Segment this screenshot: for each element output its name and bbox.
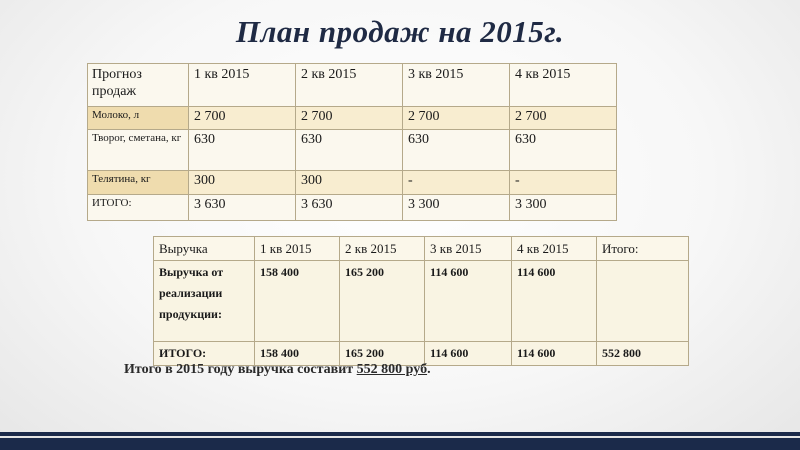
header-cell: 4 кв 2015 <box>512 237 597 261</box>
row-label: ИТОГО: <box>88 195 189 221</box>
table-cell: 3 300 <box>403 195 510 221</box>
header-cell: 4 кв 2015 <box>510 64 617 107</box>
table-row <box>88 171 617 195</box>
page-title: План продаж на 2015г. <box>235 14 565 49</box>
table-cell: 630 <box>296 130 403 171</box>
table-cell: 114 600 <box>512 261 597 342</box>
table-cell: - <box>403 171 510 195</box>
table-cell: 3 630 <box>189 195 296 221</box>
footer-divider <box>0 436 800 438</box>
footer-bar <box>0 432 800 450</box>
row-label: ИТОГО: <box>154 342 255 366</box>
row-label: Творог, сметана, кг <box>88 130 189 171</box>
table-cell: 300 <box>189 171 296 195</box>
table-cell: 2 700 <box>403 107 510 130</box>
table-cell: 3 630 <box>296 195 403 221</box>
table-header-row <box>154 237 689 261</box>
header-cell: 1 кв 2015 <box>189 64 296 107</box>
header-cell: 3 кв 2015 <box>403 64 510 107</box>
header-cell: 2 кв 2015 <box>340 237 425 261</box>
table-cell: 165 200 <box>340 261 425 342</box>
revenue-table <box>153 236 689 366</box>
header-cell: Прогноз продаж <box>88 64 189 107</box>
summary-text: Итого в 2015 году выручка составит <box>124 362 357 377</box>
header-cell: Итого: <box>597 237 689 261</box>
table-cell: 2 700 <box>510 107 617 130</box>
table-cell: 158 400 <box>255 342 340 366</box>
table-row <box>88 107 617 130</box>
table-cell: 114 600 <box>425 342 512 366</box>
table-cell: 2 700 <box>189 107 296 130</box>
header-cell: 3 кв 2015 <box>425 237 512 261</box>
table-cell: - <box>510 171 617 195</box>
header-cell: Выручка <box>154 237 255 261</box>
revenue-summary <box>124 362 431 378</box>
table-cell: 630 <box>189 130 296 171</box>
table-cell <box>597 261 689 342</box>
summary-amount: 552 800 руб <box>356 362 428 377</box>
row-label: Молоко, л <box>88 107 189 130</box>
table-header-row <box>88 64 617 107</box>
table-row <box>154 261 689 342</box>
header-cell: 2 кв 2015 <box>296 64 403 107</box>
table-cell: 114 600 <box>512 342 597 366</box>
header-cell: 1 кв 2015 <box>255 237 340 261</box>
table-cell: 630 <box>403 130 510 171</box>
sales-forecast-table <box>87 63 617 221</box>
table-row <box>88 195 617 221</box>
table-cell: 114 600 <box>425 261 512 342</box>
table-cell: 300 <box>296 171 403 195</box>
table-cell: 2 700 <box>296 107 403 130</box>
row-label: Выручка от реализации продукции: <box>154 261 255 342</box>
table-cell: 552 800 <box>597 342 689 366</box>
table-cell: 158 400 <box>255 261 340 342</box>
table-cell: 3 300 <box>510 195 617 221</box>
summary-suffix: . <box>427 362 431 377</box>
row-label: Телятина, кг <box>88 171 189 195</box>
table-cell: 165 200 <box>340 342 425 366</box>
table-cell: 630 <box>510 130 617 171</box>
table-row <box>88 130 617 171</box>
